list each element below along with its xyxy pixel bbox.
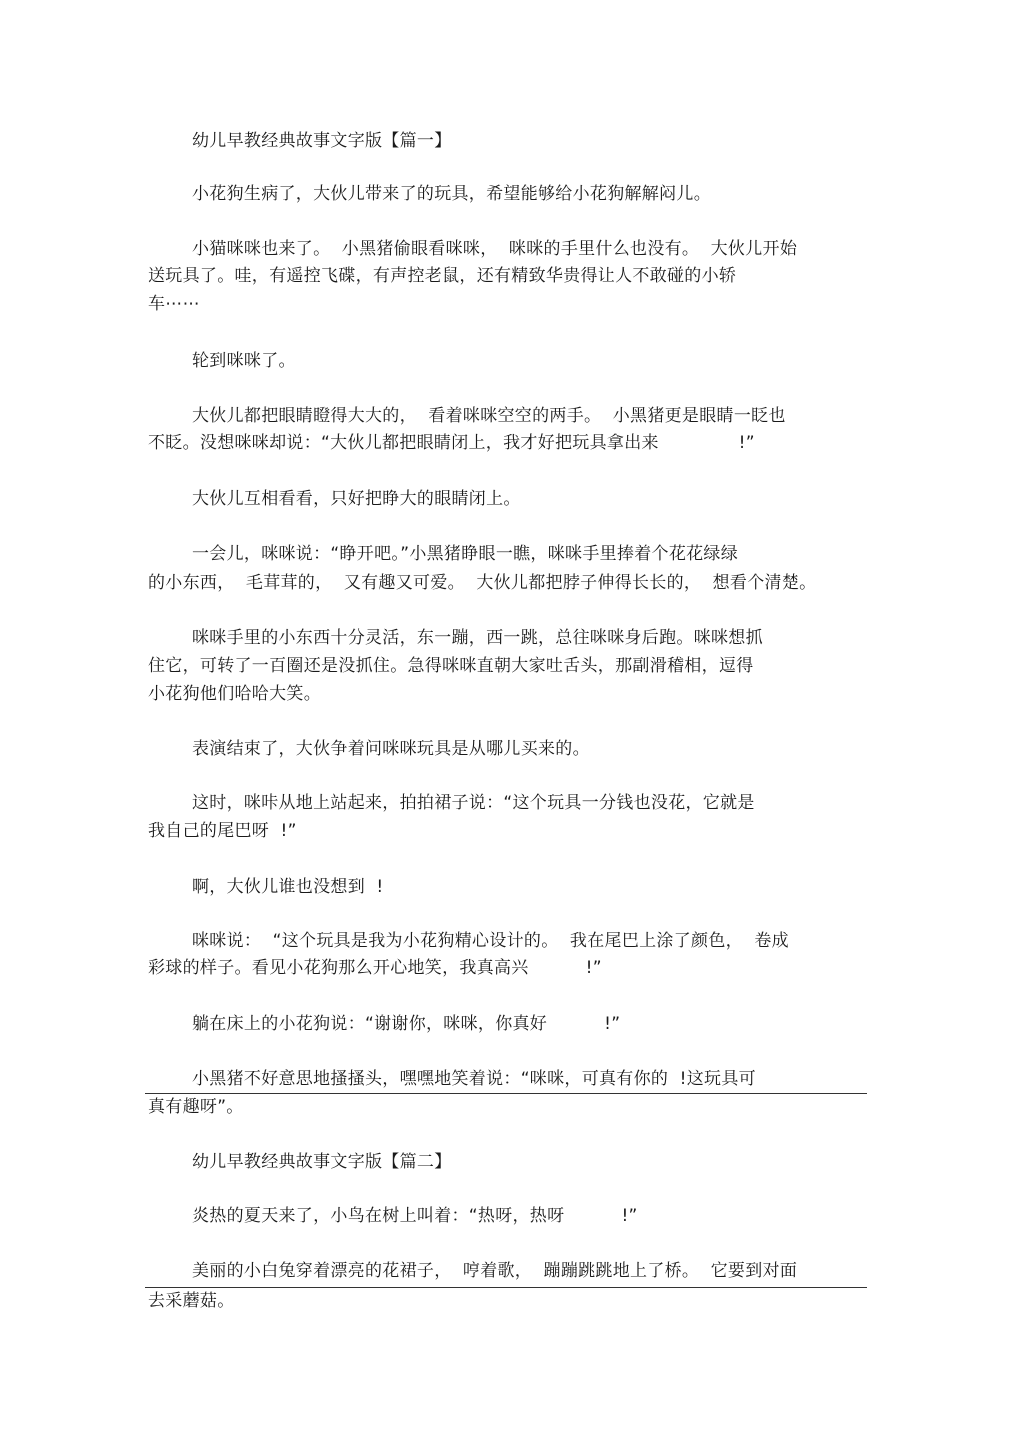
paragraph-line: 轮到咪咪了。 — [192, 351, 296, 371]
paragraph-line: 的小东西， 毛茸茸的， 又有趣又可爱。 大伙儿都把脖子伸得长长的， 想看个清楚。 — [148, 573, 817, 593]
horizontal-rule — [145, 1287, 867, 1288]
paragraph-line: 大伙儿互相看看，只好把睁大的眼睛闭上。 — [192, 489, 521, 509]
paragraph-line: 躺在床上的小花狗说：“谢谢你，咪咪，你真好 !” — [192, 1014, 621, 1034]
paragraph-line: 住它，可转了一百圈还是没抓住。急得咪咪直朝大家吐舌头，那副滑稽相，逗得 — [148, 656, 754, 676]
paragraph-line: 这时，咪咔从地上站起来，拍拍裙子说：“这个玩具一分钱也没花，它就是 — [192, 793, 755, 813]
paragraph-line: 去采蘑菇。 — [148, 1291, 235, 1311]
paragraph-line: 不眨。没想咪咪却说：“大伙儿都把眼睛闭上，我才好把玩具拿出来 !” — [148, 433, 755, 453]
paragraph-line: 小花狗生病了，大伙儿带来了的玩具，希望能够给小花狗解解闷儿。 — [192, 184, 711, 204]
paragraph-line: 小黑猪不好意思地搔搔头，嘿嘿地笑着说：“咪咪，可真有你的 !这玩具可 — [192, 1069, 756, 1089]
paragraph-line: 彩球的样子。看见小花狗那么开心地笑，我真高兴 !” — [148, 958, 602, 978]
paragraph-line: 真有趣呀”。 — [148, 1097, 244, 1117]
paragraph-line: 美丽的小白兔穿着漂亮的花裙子， 哼着歌， 蹦蹦跳跳地上了桥。 它要到对面 — [192, 1261, 798, 1281]
paragraph-line: 送玩具了。哇，有遥控飞碟，有声控老鼠，还有精致华贵得让人不敢碰的小轿 — [148, 266, 737, 286]
paragraph-line: 小猫咪咪也来了。 小黑猪偷眼看咪咪， 咪咪的手里什么也没有。 大伙儿开始 — [192, 239, 798, 259]
paragraph-line: 炎热的夏天来了，小鸟在树上叫着：“热呀，热呀 !” — [192, 1206, 638, 1226]
paragraph-line: 咪咪说： “这个玩具是我为小花狗精心设计的。 我在尾巴上涂了颜色， 卷成 — [192, 931, 789, 951]
paragraph-line: 啊，大伙儿谁也没想到 ! — [192, 877, 384, 897]
paragraph-line: 我自己的尾巴呀 !” — [148, 821, 297, 841]
paragraph-line: 小花狗他们哈哈大笑。 — [148, 684, 321, 704]
horizontal-rule — [145, 1093, 867, 1094]
story1-title: 幼儿早教经典故事文字版【篇一】 — [192, 131, 452, 151]
story2-title: 幼儿早教经典故事文字版【篇二】 — [192, 1152, 452, 1172]
paragraph-line: 车⋯⋯ — [148, 294, 200, 314]
paragraph-line: 表演结束了，大伙争着问咪咪玩具是从哪儿买来的。 — [192, 739, 590, 759]
paragraph-line: 大伙儿都把眼睛瞪得大大的， 看着咪咪空空的两手。 小黑猪更是眼睛一眨也 — [192, 406, 786, 426]
paragraph-line: 一会儿，咪咪说：“睁开吧。”小黑猪睁眼一瞧，咪咪手里捧着个花花绿绿 — [192, 544, 739, 564]
paragraph-line: 咪咪手里的小东西十分灵活，东一蹦，西一跳，总往咪咪身后跑。咪咪想抓 — [192, 628, 763, 648]
